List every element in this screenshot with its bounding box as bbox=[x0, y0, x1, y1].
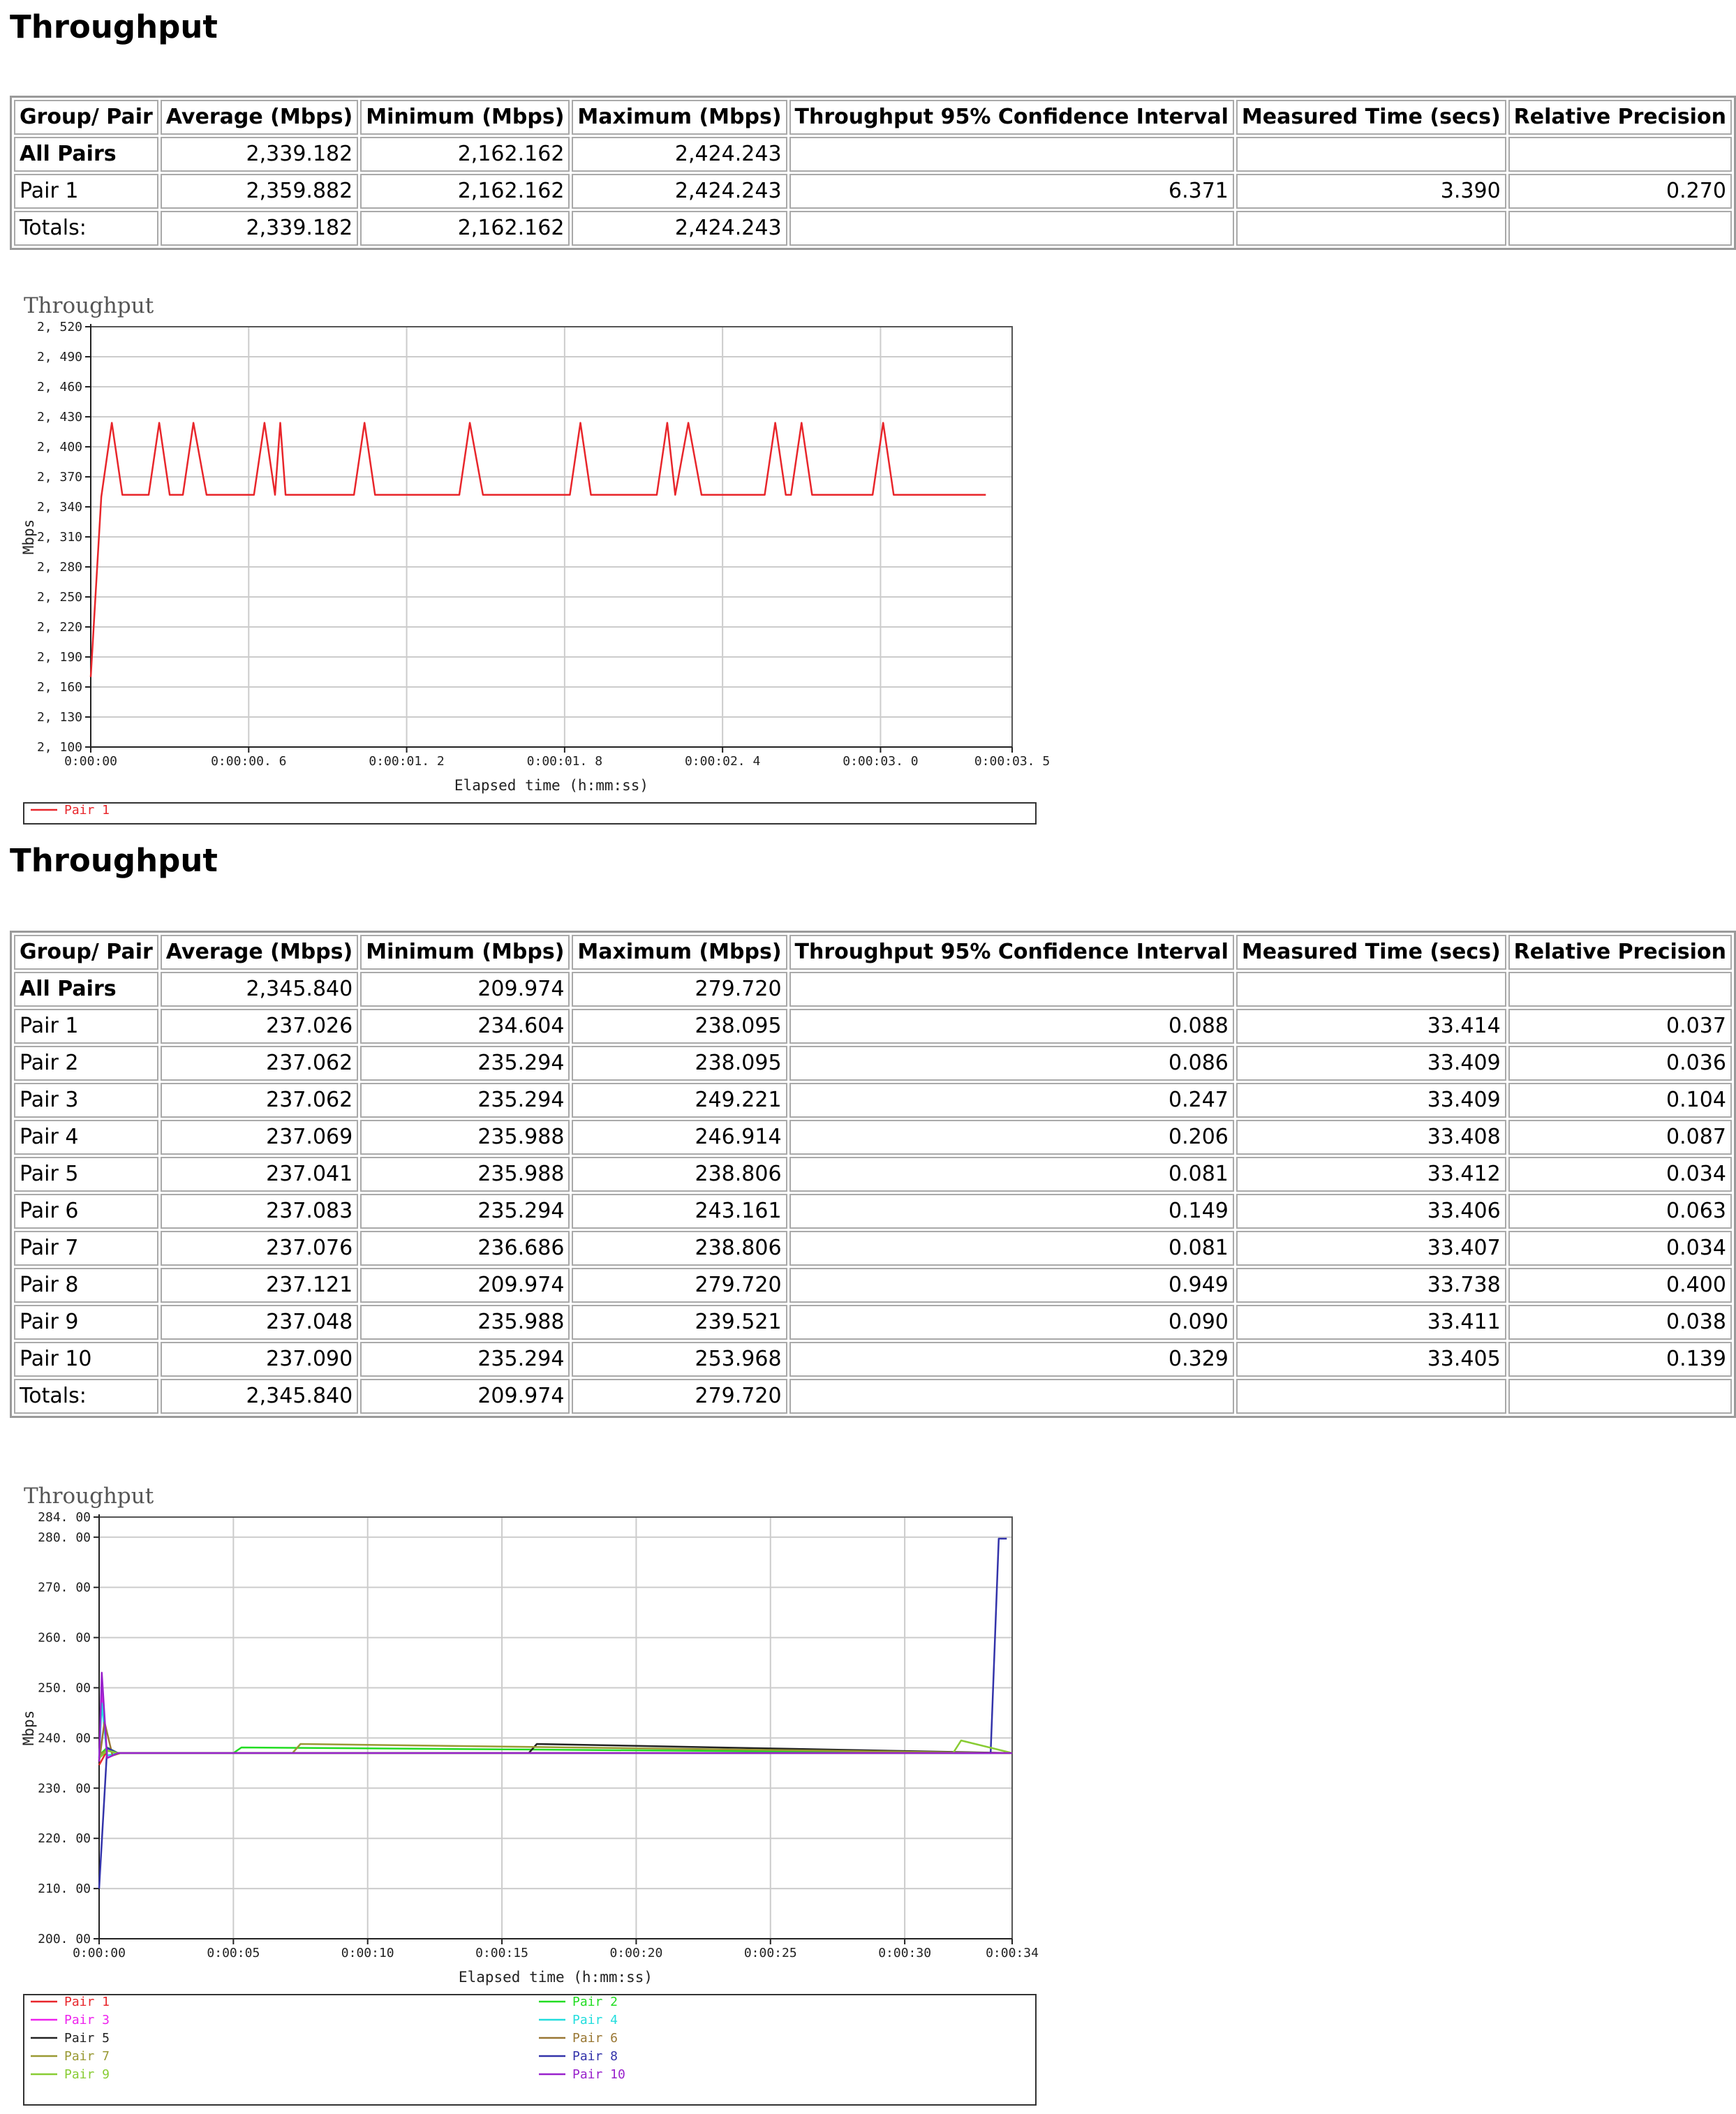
table-cell-ci bbox=[789, 972, 1234, 1007]
table-cell-min: 236.686 bbox=[360, 1231, 570, 1266]
table-cell-ci bbox=[789, 137, 1234, 172]
legend bbox=[24, 803, 1036, 824]
y-tick-label: 250. 00 bbox=[38, 1680, 91, 1696]
table-header-row bbox=[14, 100, 1732, 135]
legend bbox=[24, 1995, 1036, 2105]
table-cell-min: 235.294 bbox=[360, 1342, 570, 1377]
y-tick-label: 2, 100 bbox=[36, 740, 82, 755]
y-tick-label: 2, 190 bbox=[36, 650, 82, 665]
series-line-pair-1 bbox=[91, 423, 986, 677]
legend-label: Pair 3 bbox=[64, 2013, 110, 2027]
table-cell-min: 2,162.162 bbox=[360, 174, 570, 209]
table-row bbox=[14, 1194, 1732, 1229]
minimum-header: Minimum (Mbps) bbox=[360, 100, 570, 135]
table-cell-ci: 0.949 bbox=[789, 1268, 1234, 1303]
table-cell-min: 2,162.162 bbox=[360, 211, 570, 246]
table-cell-avg: 237.062 bbox=[161, 1083, 358, 1118]
table-cell-max: 246.914 bbox=[572, 1120, 787, 1155]
table-row bbox=[14, 211, 1732, 246]
table-cell-min: 209.974 bbox=[360, 1379, 570, 1414]
table-cell-ci: 0.329 bbox=[789, 1342, 1234, 1377]
x-tick-label: 0:00:00 bbox=[64, 754, 117, 769]
table-cell-ci: 0.088 bbox=[789, 1009, 1234, 1044]
table-cell-time bbox=[1236, 137, 1506, 172]
table-row bbox=[14, 1157, 1732, 1192]
y-tick-label: 2, 400 bbox=[36, 440, 82, 454]
legend-label: Pair 5 bbox=[64, 2031, 110, 2046]
throughput-table-2 bbox=[10, 931, 1736, 1418]
table-cell-avg: 237.090 bbox=[161, 1342, 358, 1377]
table-row bbox=[14, 1083, 1732, 1118]
x-tick-label: 0:00:20 bbox=[609, 1946, 663, 1960]
table-cell-prec: 0.139 bbox=[1508, 1342, 1732, 1377]
series-line-pair-8 bbox=[99, 1539, 1007, 1888]
legend-label: Pair 2 bbox=[572, 1995, 618, 2009]
table-row bbox=[14, 1120, 1732, 1155]
table-row bbox=[14, 1046, 1732, 1081]
table-cell-group: All Pairs bbox=[14, 137, 158, 172]
x-tick-label: 0:00:10 bbox=[341, 1946, 394, 1960]
table-cell-time: 33.414 bbox=[1236, 1009, 1506, 1044]
average-header: Average (Mbps) bbox=[161, 100, 358, 135]
series-line-pair-6 bbox=[99, 1722, 1012, 1761]
table-cell-max: 249.221 bbox=[572, 1083, 787, 1118]
table-cell-group: Pair 1 bbox=[14, 1009, 158, 1044]
table-cell-ci bbox=[789, 211, 1234, 246]
x-tick-label: 0:00:02. 4 bbox=[684, 754, 761, 769]
table-cell-prec: 0.063 bbox=[1508, 1194, 1732, 1229]
table-cell-min: 235.988 bbox=[360, 1305, 570, 1340]
x-tick-label: 0:00:01. 8 bbox=[526, 754, 603, 769]
plot-area bbox=[99, 1517, 1012, 1939]
table-cell-max: 238.095 bbox=[572, 1046, 787, 1081]
table-cell-prec: 0.400 bbox=[1508, 1268, 1732, 1303]
table-cell-max: 239.521 bbox=[572, 1305, 787, 1340]
table-cell-group: Pair 8 bbox=[14, 1268, 158, 1303]
table-cell-min: 209.974 bbox=[360, 1268, 570, 1303]
table-row bbox=[14, 972, 1732, 1007]
table-cell-max: 243.161 bbox=[572, 1194, 787, 1229]
x-tick-label: 0:00:34 bbox=[986, 1946, 1039, 1960]
chart-title: Throughput bbox=[24, 1484, 154, 1509]
table-cell-avg: 237.083 bbox=[161, 1194, 358, 1229]
table-cell-ci: 0.086 bbox=[789, 1046, 1234, 1081]
x-tick-label: 0:00:30 bbox=[878, 1946, 932, 1960]
table-cell-max: 279.720 bbox=[572, 1379, 787, 1414]
table-cell-time: 33.738 bbox=[1236, 1268, 1506, 1303]
measured-time-header: Measured Time (secs) bbox=[1236, 100, 1506, 135]
table-cell-prec bbox=[1508, 972, 1732, 1007]
table-cell-ci: 0.081 bbox=[789, 1231, 1234, 1266]
legend-label: Pair 1 bbox=[64, 1995, 110, 2009]
table-cell-time: 33.409 bbox=[1236, 1083, 1506, 1118]
legend-label: Pair 10 bbox=[572, 2067, 625, 2082]
table-cell-time: 33.412 bbox=[1236, 1157, 1506, 1192]
table-cell-prec: 0.270 bbox=[1508, 174, 1732, 209]
x-tick-label: 0:00:03. 5 bbox=[974, 754, 1051, 769]
table-cell-ci: 6.371 bbox=[789, 174, 1234, 209]
x-axis-label: Elapsed time (h:mm:ss) bbox=[454, 777, 649, 794]
table-cell-prec: 0.038 bbox=[1508, 1305, 1732, 1340]
legend-label: Pair 1 bbox=[64, 803, 110, 818]
table-cell-avg: 237.026 bbox=[161, 1009, 358, 1044]
table-cell-time bbox=[1236, 211, 1506, 246]
table-cell-min: 209.974 bbox=[360, 972, 570, 1007]
y-tick-label: 2, 130 bbox=[36, 710, 82, 725]
table-cell-prec: 0.036 bbox=[1508, 1046, 1732, 1081]
table-cell-avg: 237.069 bbox=[161, 1120, 358, 1155]
y-tick-label: 2, 340 bbox=[36, 500, 82, 515]
x-tick-label: 0:00:25 bbox=[743, 1946, 797, 1960]
chart-title: Throughput bbox=[24, 293, 154, 318]
throughput-chart-1 bbox=[10, 286, 1050, 831]
table-cell-group: All Pairs bbox=[14, 972, 158, 1007]
legend-label: Pair 9 bbox=[64, 2067, 110, 2082]
section-2-title: Throughput bbox=[10, 842, 218, 879]
table-cell-avg: 237.076 bbox=[161, 1231, 358, 1266]
table-row bbox=[14, 1268, 1732, 1303]
table-cell-group: Pair 6 bbox=[14, 1194, 158, 1229]
table-cell-ci: 0.149 bbox=[789, 1194, 1234, 1229]
table-cell-prec: 0.104 bbox=[1508, 1083, 1732, 1118]
table-cell-avg: 237.041 bbox=[161, 1157, 358, 1192]
table-cell-prec: 0.037 bbox=[1508, 1009, 1732, 1044]
table-cell-avg: 2,339.182 bbox=[161, 137, 358, 172]
measured-time-header: Measured Time (secs) bbox=[1236, 935, 1506, 970]
table-cell-ci: 0.090 bbox=[789, 1305, 1234, 1340]
y-tick-label: 2, 430 bbox=[36, 410, 82, 424]
x-tick-label: 0:00:03. 0 bbox=[843, 754, 919, 769]
table-cell-avg: 237.121 bbox=[161, 1268, 358, 1303]
group-pair-header: Group/ Pair bbox=[14, 100, 158, 135]
legend-label: Pair 7 bbox=[64, 2049, 110, 2064]
table-cell-avg: 2,345.840 bbox=[161, 972, 358, 1007]
table-row bbox=[14, 174, 1732, 209]
table-cell-time: 33.405 bbox=[1236, 1342, 1506, 1377]
relative-precision-header: Relative Precision bbox=[1508, 935, 1732, 970]
y-axis-label: Mbps bbox=[20, 1710, 37, 1746]
maximum-header: Maximum (Mbps) bbox=[572, 100, 787, 135]
y-tick-label: 2, 280 bbox=[36, 560, 82, 575]
table-cell-group: Totals: bbox=[14, 211, 158, 246]
table-cell-ci: 0.081 bbox=[789, 1157, 1234, 1192]
table-cell-time bbox=[1236, 972, 1506, 1007]
group-pair-header: Group/ Pair bbox=[14, 935, 158, 970]
table-cell-group: Pair 7 bbox=[14, 1231, 158, 1266]
table-cell-ci bbox=[789, 1379, 1234, 1414]
table-cell-avg: 237.048 bbox=[161, 1305, 358, 1340]
table-cell-group: Pair 3 bbox=[14, 1083, 158, 1118]
y-tick-label: 2, 490 bbox=[36, 350, 82, 364]
y-tick-label: 260. 00 bbox=[38, 1630, 91, 1646]
table-cell-max: 2,424.243 bbox=[572, 211, 787, 246]
table-cell-max: 253.968 bbox=[572, 1342, 787, 1377]
x-tick-label: 0:00:00. 6 bbox=[211, 754, 287, 769]
throughput-chart-2 bbox=[10, 1477, 1050, 2108]
average-header: Average (Mbps) bbox=[161, 935, 358, 970]
table-cell-prec: 0.034 bbox=[1508, 1157, 1732, 1192]
y-tick-label: 280. 00 bbox=[38, 1530, 91, 1545]
y-tick-label: 2, 250 bbox=[36, 590, 82, 605]
y-tick-label: 200. 00 bbox=[38, 1932, 91, 1946]
y-tick-label: 220. 00 bbox=[38, 1831, 91, 1847]
table-cell-max: 279.720 bbox=[572, 972, 787, 1007]
y-tick-label: 2, 310 bbox=[36, 530, 82, 545]
y-tick-label: 240. 00 bbox=[38, 1731, 91, 1746]
table-cell-avg: 2,359.882 bbox=[161, 174, 358, 209]
x-tick-label: 0:00:00 bbox=[73, 1946, 126, 1960]
y-tick-label: 210. 00 bbox=[38, 1882, 91, 1897]
table-cell-min: 235.988 bbox=[360, 1120, 570, 1155]
table-cell-max: 238.806 bbox=[572, 1157, 787, 1192]
table-cell-group: Pair 4 bbox=[14, 1120, 158, 1155]
table-cell-group: Pair 2 bbox=[14, 1046, 158, 1081]
maximum-header: Maximum (Mbps) bbox=[572, 935, 787, 970]
table-cell-group: Totals: bbox=[14, 1379, 158, 1414]
table-cell-min: 235.294 bbox=[360, 1083, 570, 1118]
series-line-pair-10 bbox=[99, 1673, 1012, 1761]
table-cell-prec: 0.034 bbox=[1508, 1231, 1732, 1266]
table-cell-ci: 0.206 bbox=[789, 1120, 1234, 1155]
table-cell-min: 234.604 bbox=[360, 1009, 570, 1044]
table-cell-ci: 0.247 bbox=[789, 1083, 1234, 1118]
table-cell-avg: 2,339.182 bbox=[161, 211, 358, 246]
section-1-title: Throughput bbox=[10, 8, 218, 45]
table-row bbox=[14, 1342, 1732, 1377]
table-cell-group: Pair 9 bbox=[14, 1305, 158, 1340]
table-cell-time bbox=[1236, 1379, 1506, 1414]
x-tick-label: 0:00:15 bbox=[475, 1946, 528, 1960]
table-cell-time: 3.390 bbox=[1236, 174, 1506, 209]
table-cell-time: 33.411 bbox=[1236, 1305, 1506, 1340]
legend-label: Pair 4 bbox=[572, 2013, 618, 2027]
table-cell-max: 2,424.243 bbox=[572, 174, 787, 209]
table-row bbox=[14, 1009, 1732, 1044]
table-cell-min: 2,162.162 bbox=[360, 137, 570, 172]
y-tick-label: 230. 00 bbox=[38, 1781, 91, 1796]
throughput-table-1 bbox=[10, 96, 1736, 250]
confidence-interval-header: Throughput 95% Confidence Interval bbox=[789, 935, 1234, 970]
table-row bbox=[14, 137, 1732, 172]
table-cell-max: 238.806 bbox=[572, 1231, 787, 1266]
table-cell-group: Pair 1 bbox=[14, 174, 158, 209]
table-cell-avg: 237.062 bbox=[161, 1046, 358, 1081]
y-tick-label: 284. 00 bbox=[38, 1510, 91, 1525]
table-cell-prec bbox=[1508, 1379, 1732, 1414]
table-cell-max: 279.720 bbox=[572, 1268, 787, 1303]
table-row bbox=[14, 1379, 1732, 1414]
y-tick-label: 2, 220 bbox=[36, 620, 82, 635]
table-cell-min: 235.294 bbox=[360, 1046, 570, 1081]
table-cell-time: 33.409 bbox=[1236, 1046, 1506, 1081]
y-tick-label: 2, 160 bbox=[36, 680, 82, 695]
table-row bbox=[14, 1231, 1732, 1266]
minimum-header: Minimum (Mbps) bbox=[360, 935, 570, 970]
y-tick-label: 2, 520 bbox=[36, 320, 82, 334]
table-cell-prec bbox=[1508, 137, 1732, 172]
table-cell-group: Pair 10 bbox=[14, 1342, 158, 1377]
y-tick-label: 2, 460 bbox=[36, 380, 82, 394]
x-axis-label: Elapsed time (h:mm:ss) bbox=[458, 1969, 653, 1986]
table-cell-prec: 0.087 bbox=[1508, 1120, 1732, 1155]
table-cell-group: Pair 5 bbox=[14, 1157, 158, 1192]
y-tick-label: 2, 370 bbox=[36, 470, 82, 485]
legend-label: Pair 8 bbox=[572, 2049, 618, 2064]
table-cell-prec bbox=[1508, 211, 1732, 246]
confidence-interval-header: Throughput 95% Confidence Interval bbox=[789, 100, 1234, 135]
x-tick-label: 0:00:05 bbox=[207, 1946, 260, 1960]
table-cell-time: 33.407 bbox=[1236, 1231, 1506, 1266]
relative-precision-header: Relative Precision bbox=[1508, 100, 1732, 135]
legend-label: Pair 6 bbox=[572, 2031, 618, 2046]
table-cell-min: 235.988 bbox=[360, 1157, 570, 1192]
table-cell-avg: 2,345.840 bbox=[161, 1379, 358, 1414]
y-tick-label: 270. 00 bbox=[38, 1580, 91, 1595]
table-cell-max: 238.095 bbox=[572, 1009, 787, 1044]
table-cell-min: 235.294 bbox=[360, 1194, 570, 1229]
table-header-row bbox=[14, 935, 1732, 970]
table-row bbox=[14, 1305, 1732, 1340]
table-cell-time: 33.406 bbox=[1236, 1194, 1506, 1229]
y-axis-label: Mbps bbox=[20, 519, 37, 555]
table-cell-max: 2,424.243 bbox=[572, 137, 787, 172]
table-cell-time: 33.408 bbox=[1236, 1120, 1506, 1155]
x-tick-label: 0:00:01. 2 bbox=[369, 754, 445, 769]
